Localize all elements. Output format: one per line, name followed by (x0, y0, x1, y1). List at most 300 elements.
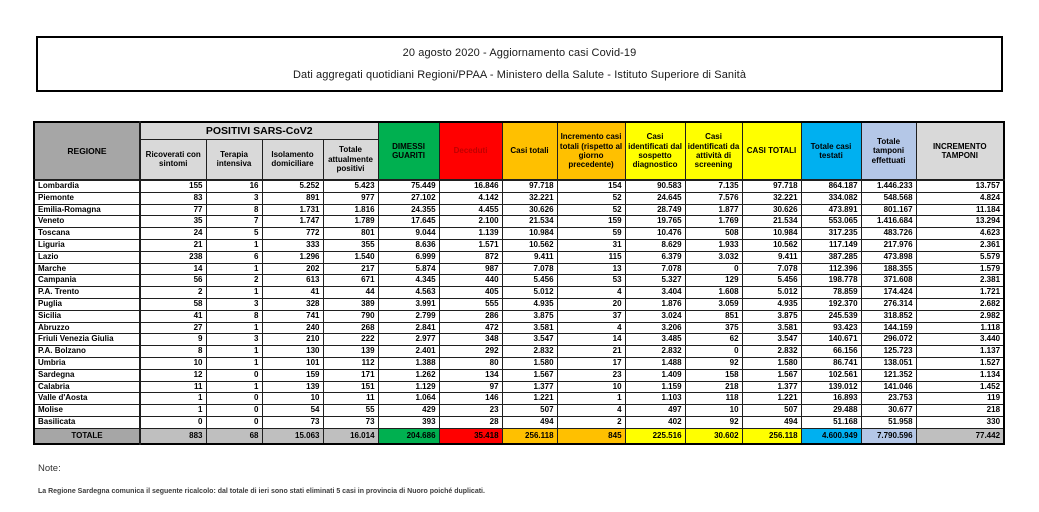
value-cell: 2.982 (916, 310, 1004, 322)
col-header-casi-totali-riepilogo: CASI TOTALI (742, 122, 801, 180)
col-header-incremento-tamponi: INCREMENTO TAMPONI (916, 122, 1004, 180)
value-cell: 28 (439, 416, 502, 428)
col-header-casi-totali: Casi totali (502, 122, 557, 180)
value-cell: 44 (323, 287, 378, 299)
value-cell: 1.139 (439, 228, 502, 240)
value-cell: 1.488 (625, 357, 685, 369)
value-cell: 32.221 (502, 192, 557, 204)
value-cell: 375 (685, 322, 742, 334)
value-cell: 1 (206, 346, 262, 358)
value-cell: 977 (323, 192, 378, 204)
value-cell: 2.841 (378, 322, 439, 334)
value-cell: 801 (323, 228, 378, 240)
table-row (34, 357, 1004, 369)
value-cell: 2.977 (378, 334, 439, 346)
region-name: P.A. Trento (34, 287, 140, 299)
value-cell: 92 (685, 416, 742, 428)
value-cell: 14 (140, 263, 206, 275)
total-value-cell: 35.418 (439, 428, 502, 444)
value-cell: 23 (439, 405, 502, 417)
region-name: Sicilia (34, 310, 140, 322)
value-cell: 7.078 (742, 263, 801, 275)
value-cell: 507 (742, 405, 801, 417)
value-cell: 10.984 (742, 228, 801, 240)
col-header-deceduti: Deceduti (439, 122, 502, 180)
total-value-cell: 4.600.949 (801, 428, 861, 444)
total-value-cell: 16.014 (323, 428, 378, 444)
value-cell: 2.100 (439, 216, 502, 228)
value-cell: 1.567 (742, 369, 801, 381)
value-cell: 75.449 (378, 180, 439, 192)
value-cell: 35 (140, 216, 206, 228)
value-cell: 102.561 (801, 369, 861, 381)
value-cell: 0 (685, 346, 742, 358)
value-cell: 4.935 (742, 298, 801, 310)
value-cell: 10.562 (742, 239, 801, 251)
value-cell: 1.446.233 (861, 180, 916, 192)
value-cell: 1.769 (685, 216, 742, 228)
value-cell: 4.142 (439, 192, 502, 204)
value-cell: 146 (439, 393, 502, 405)
total-value-cell: 256.118 (502, 428, 557, 444)
value-cell: 218 (685, 381, 742, 393)
value-cell: 1 (140, 405, 206, 417)
value-cell: 11 (140, 381, 206, 393)
value-cell: 93.423 (801, 322, 861, 334)
value-cell: 217 (323, 263, 378, 275)
col-header-casi-sospetto-diagnostico: Casi identificati dal sospetto diagnostico (625, 122, 685, 180)
value-cell: 3.032 (685, 251, 742, 263)
value-cell: 5.252 (262, 180, 323, 192)
value-cell: 555 (439, 298, 502, 310)
value-cell: 851 (685, 310, 742, 322)
value-cell: 4.824 (916, 192, 1004, 204)
region-name: Puglia (34, 298, 140, 310)
value-cell: 2.401 (378, 346, 439, 358)
value-cell: 671 (323, 275, 378, 287)
region-name: P.A. Bolzano (34, 346, 140, 358)
value-cell: 154 (557, 180, 625, 192)
value-cell: 355 (323, 239, 378, 251)
value-cell: 10 (140, 357, 206, 369)
value-cell: 1 (140, 393, 206, 405)
value-cell: 891 (262, 192, 323, 204)
value-cell: 130 (262, 346, 323, 358)
value-cell: 1.452 (916, 381, 1004, 393)
region-name: Basilicata (34, 416, 140, 428)
value-cell: 872 (439, 251, 502, 263)
table-footer (34, 428, 1004, 444)
col-header-isolamento-domiciliare: Isolamento domiciliare (262, 139, 323, 180)
table-row (34, 251, 1004, 263)
value-cell: 3.581 (502, 322, 557, 334)
table-row (34, 204, 1004, 216)
value-cell: 1.580 (742, 357, 801, 369)
value-cell: 4.345 (378, 275, 439, 287)
value-cell: 0 (206, 416, 262, 428)
value-cell: 772 (262, 228, 323, 240)
value-cell: 348 (439, 334, 502, 346)
value-cell: 51.168 (801, 416, 861, 428)
col-header-terapia-intensiva: Terapia intensiva (206, 139, 262, 180)
value-cell: 1.731 (262, 204, 323, 216)
value-cell: 37 (557, 310, 625, 322)
value-cell: 330 (916, 416, 1004, 428)
value-cell: 1.416.684 (861, 216, 916, 228)
value-cell: 73 (323, 416, 378, 428)
value-cell: 138.051 (861, 357, 916, 369)
value-cell: 440 (439, 275, 502, 287)
value-cell: 1 (206, 381, 262, 393)
col-header-regione: REGIONE (34, 122, 140, 180)
value-cell: 7.576 (685, 192, 742, 204)
value-cell: 4.623 (916, 228, 1004, 240)
value-cell: 1.377 (742, 381, 801, 393)
value-cell: 3.024 (625, 310, 685, 322)
value-cell: 13.757 (916, 180, 1004, 192)
value-cell: 1.134 (916, 369, 1004, 381)
value-cell: 32.221 (742, 192, 801, 204)
value-cell: 192.370 (801, 298, 861, 310)
value-cell: 1.877 (685, 204, 742, 216)
value-cell: 3.581 (742, 322, 801, 334)
value-cell: 864.187 (801, 180, 861, 192)
value-cell: 62 (685, 334, 742, 346)
value-cell: 1 (557, 393, 625, 405)
value-cell: 2.832 (625, 346, 685, 358)
value-cell: 0 (140, 416, 206, 428)
value-cell: 1.296 (262, 251, 323, 263)
value-cell: 2.832 (502, 346, 557, 358)
value-cell: 3.547 (742, 334, 801, 346)
value-cell: 276.314 (861, 298, 916, 310)
value-cell: 2.361 (916, 239, 1004, 251)
region-name: Friuli Venezia Giulia (34, 334, 140, 346)
value-cell: 429 (378, 405, 439, 417)
value-cell: 90.583 (625, 180, 685, 192)
table-row (34, 287, 1004, 299)
value-cell: 17.645 (378, 216, 439, 228)
value-cell: 9.411 (742, 251, 801, 263)
value-cell: 3.404 (625, 287, 685, 299)
value-cell: 159 (262, 369, 323, 381)
value-cell: 801.167 (861, 204, 916, 216)
title-box (36, 36, 1003, 92)
value-cell: 10.984 (502, 228, 557, 240)
value-cell: 1.747 (262, 216, 323, 228)
value-cell: 78.859 (801, 287, 861, 299)
col-header-totale-tamponi: Totale tamponi effettuati (861, 122, 916, 180)
value-cell: 8 (206, 310, 262, 322)
value-cell: 129 (685, 275, 742, 287)
value-cell: 210 (262, 334, 323, 346)
value-cell: 7.135 (685, 180, 742, 192)
table-body (34, 180, 1004, 428)
value-cell: 245.539 (801, 310, 861, 322)
note-label: Note: (38, 463, 61, 474)
value-cell: 21 (557, 346, 625, 358)
value-cell: 5.456 (502, 275, 557, 287)
value-cell: 317.235 (801, 228, 861, 240)
value-cell: 268 (323, 322, 378, 334)
value-cell: 101 (262, 357, 323, 369)
value-cell: 790 (323, 310, 378, 322)
value-cell: 73 (262, 416, 323, 428)
value-cell: 0 (685, 263, 742, 275)
value-cell: 141.046 (861, 381, 916, 393)
value-cell: 155 (140, 180, 206, 192)
value-cell: 198.778 (801, 275, 861, 287)
table-row (34, 369, 1004, 381)
value-cell: 118 (685, 393, 742, 405)
value-cell: 987 (439, 263, 502, 275)
value-cell: 13.294 (916, 216, 1004, 228)
value-cell: 117.149 (801, 239, 861, 251)
value-cell: 80 (439, 357, 502, 369)
table-row (34, 405, 1004, 417)
value-cell: 9 (140, 334, 206, 346)
total-value-cell: 225.516 (625, 428, 685, 444)
value-cell: 1.876 (625, 298, 685, 310)
value-cell: 1.579 (916, 263, 1004, 275)
covid-data-table (33, 121, 1005, 445)
value-cell: 553.065 (801, 216, 861, 228)
value-cell: 3 (206, 298, 262, 310)
value-cell: 494 (742, 416, 801, 428)
value-cell: 3.875 (742, 310, 801, 322)
value-cell: 53 (557, 275, 625, 287)
value-cell: 1 (206, 357, 262, 369)
value-cell: 2.682 (916, 298, 1004, 310)
value-cell: 66.156 (801, 346, 861, 358)
value-cell: 6.379 (625, 251, 685, 263)
value-cell: 472 (439, 322, 502, 334)
value-cell: 30.626 (742, 204, 801, 216)
total-value-cell: 30.602 (685, 428, 742, 444)
value-cell: 318.852 (861, 310, 916, 322)
col-header-incremento-casi-totali: Incremento casi totali (rispetto al giorno precedente) (557, 122, 625, 180)
value-cell: 3.059 (685, 298, 742, 310)
value-cell: 5.012 (742, 287, 801, 299)
value-cell: 16.846 (439, 180, 502, 192)
value-cell: 121.352 (861, 369, 916, 381)
value-cell: 174.424 (861, 287, 916, 299)
value-cell: 9.044 (378, 228, 439, 240)
table-row (34, 239, 1004, 251)
value-cell: 3.547 (502, 334, 557, 346)
value-cell: 4 (557, 322, 625, 334)
table-row (34, 322, 1004, 334)
value-cell: 125.723 (861, 346, 916, 358)
region-name: Marche (34, 263, 140, 275)
region-name: Emilia-Romagna (34, 204, 140, 216)
value-cell: 27 (140, 322, 206, 334)
value-cell: 151 (323, 381, 378, 393)
table-row (34, 310, 1004, 322)
value-cell: 10 (557, 381, 625, 393)
value-cell: 548.568 (861, 192, 916, 204)
value-cell: 1.159 (625, 381, 685, 393)
value-cell: 51.958 (861, 416, 916, 428)
region-name: Liguria (34, 239, 140, 251)
total-value-cell: 845 (557, 428, 625, 444)
table-row (34, 275, 1004, 287)
value-cell: 8 (206, 204, 262, 216)
value-cell: 3.206 (625, 322, 685, 334)
value-cell: 8.629 (625, 239, 685, 251)
value-cell: 4.455 (439, 204, 502, 216)
region-name: Valle d'Aosta (34, 393, 140, 405)
value-cell: 1.388 (378, 357, 439, 369)
value-cell: 333 (262, 239, 323, 251)
value-cell: 1 (206, 263, 262, 275)
region-name: Molise (34, 405, 140, 417)
value-cell: 10.476 (625, 228, 685, 240)
value-cell: 1 (206, 239, 262, 251)
col-header-totale-casi-testati: Totale casi testati (801, 122, 861, 180)
region-name: Lazio (34, 251, 140, 263)
value-cell: 59 (557, 228, 625, 240)
region-name: Umbria (34, 357, 140, 369)
value-cell: 0 (206, 393, 262, 405)
table-row (34, 298, 1004, 310)
region-name: Veneto (34, 216, 140, 228)
value-cell: 1.567 (502, 369, 557, 381)
value-cell: 222 (323, 334, 378, 346)
value-cell: 41 (262, 287, 323, 299)
value-cell: 24 (140, 228, 206, 240)
value-cell: 1.580 (502, 357, 557, 369)
value-cell: 1.377 (502, 381, 557, 393)
total-row-label: TOTALE (34, 428, 140, 444)
value-cell: 1.118 (916, 322, 1004, 334)
value-cell: 1.527 (916, 357, 1004, 369)
value-cell: 139.012 (801, 381, 861, 393)
value-cell: 5.327 (625, 275, 685, 287)
value-cell: 473.891 (801, 204, 861, 216)
col-group-positivi-sars-cov2: POSITIVI SARS-CoV2 (140, 122, 378, 139)
value-cell: 11 (323, 393, 378, 405)
region-name: Abruzzo (34, 322, 140, 334)
col-header-dimessi-guariti: DIMESSI GUARITI (378, 122, 439, 180)
note-text: La Regione Sardegna comunica il seguente ricalcolo: dal totale di ieri sono stati eliminati 5 casi in provincia di Nuoro poiché duplicati. (38, 488, 485, 495)
value-cell: 371.608 (861, 275, 916, 287)
value-cell: 144.159 (861, 322, 916, 334)
value-cell: 21 (140, 239, 206, 251)
value-cell: 202 (262, 263, 323, 275)
value-cell: 7 (206, 216, 262, 228)
value-cell: 613 (262, 275, 323, 287)
table-header (34, 122, 1004, 180)
value-cell: 5.012 (502, 287, 557, 299)
title-line-1: 20 agosto 2020 - Aggiornamento casi Covid-19 (402, 47, 637, 60)
value-cell: 5.874 (378, 263, 439, 275)
value-cell: 1.137 (916, 346, 1004, 358)
value-cell: 328 (262, 298, 323, 310)
value-cell: 1.409 (625, 369, 685, 381)
value-cell: 41 (140, 310, 206, 322)
value-cell: 3 (206, 192, 262, 204)
value-cell: 3 (206, 334, 262, 346)
value-cell: 55 (323, 405, 378, 417)
value-cell: 9.411 (502, 251, 557, 263)
total-value-cell: 204.686 (378, 428, 439, 444)
value-cell: 2 (206, 275, 262, 287)
value-cell: 238 (140, 251, 206, 263)
value-cell: 52 (557, 204, 625, 216)
value-cell: 4 (557, 287, 625, 299)
value-cell: 5 (206, 228, 262, 240)
value-cell: 139 (323, 346, 378, 358)
table-row (34, 228, 1004, 240)
value-cell: 21.534 (502, 216, 557, 228)
total-value-cell: 15.063 (262, 428, 323, 444)
value-cell: 1.789 (323, 216, 378, 228)
value-cell: 1.721 (916, 287, 1004, 299)
total-row (34, 428, 1004, 444)
value-cell: 13 (557, 263, 625, 275)
value-cell: 389 (323, 298, 378, 310)
value-cell: 296.072 (861, 334, 916, 346)
value-cell: 24.645 (625, 192, 685, 204)
value-cell: 3.991 (378, 298, 439, 310)
table-row (34, 263, 1004, 275)
value-cell: 92 (685, 357, 742, 369)
value-cell: 20 (557, 298, 625, 310)
value-cell: 171 (323, 369, 378, 381)
value-cell: 1.933 (685, 239, 742, 251)
value-cell: 158 (685, 369, 742, 381)
region-name: Calabria (34, 381, 140, 393)
value-cell: 31 (557, 239, 625, 251)
table-row (34, 216, 1004, 228)
value-cell: 17 (557, 357, 625, 369)
region-name: Lombardia (34, 180, 140, 192)
value-cell: 334.082 (801, 192, 861, 204)
value-cell: 12 (140, 369, 206, 381)
value-cell: 119 (916, 393, 1004, 405)
value-cell: 1.221 (502, 393, 557, 405)
value-cell: 1 (206, 322, 262, 334)
value-cell: 5.456 (742, 275, 801, 287)
value-cell: 2 (140, 287, 206, 299)
value-cell: 115 (557, 251, 625, 263)
value-cell: 405 (439, 287, 502, 299)
region-name: Campania (34, 275, 140, 287)
value-cell: 140.671 (801, 334, 861, 346)
value-cell: 83 (140, 192, 206, 204)
value-cell: 7.078 (625, 263, 685, 275)
value-cell: 6 (206, 251, 262, 263)
value-cell: 16 (206, 180, 262, 192)
value-cell: 58 (140, 298, 206, 310)
total-value-cell: 883 (140, 428, 206, 444)
value-cell: 1.262 (378, 369, 439, 381)
value-cell: 1.608 (685, 287, 742, 299)
value-cell: 2 (557, 416, 625, 428)
table-row (34, 192, 1004, 204)
value-cell: 3.875 (502, 310, 557, 322)
value-cell: 5.579 (916, 251, 1004, 263)
value-cell: 393 (378, 416, 439, 428)
value-cell: 23.753 (861, 393, 916, 405)
value-cell: 1.103 (625, 393, 685, 405)
value-cell: 240 (262, 322, 323, 334)
value-cell: 112.396 (801, 263, 861, 275)
value-cell: 27.102 (378, 192, 439, 204)
table-row (34, 416, 1004, 428)
value-cell: 1.129 (378, 381, 439, 393)
